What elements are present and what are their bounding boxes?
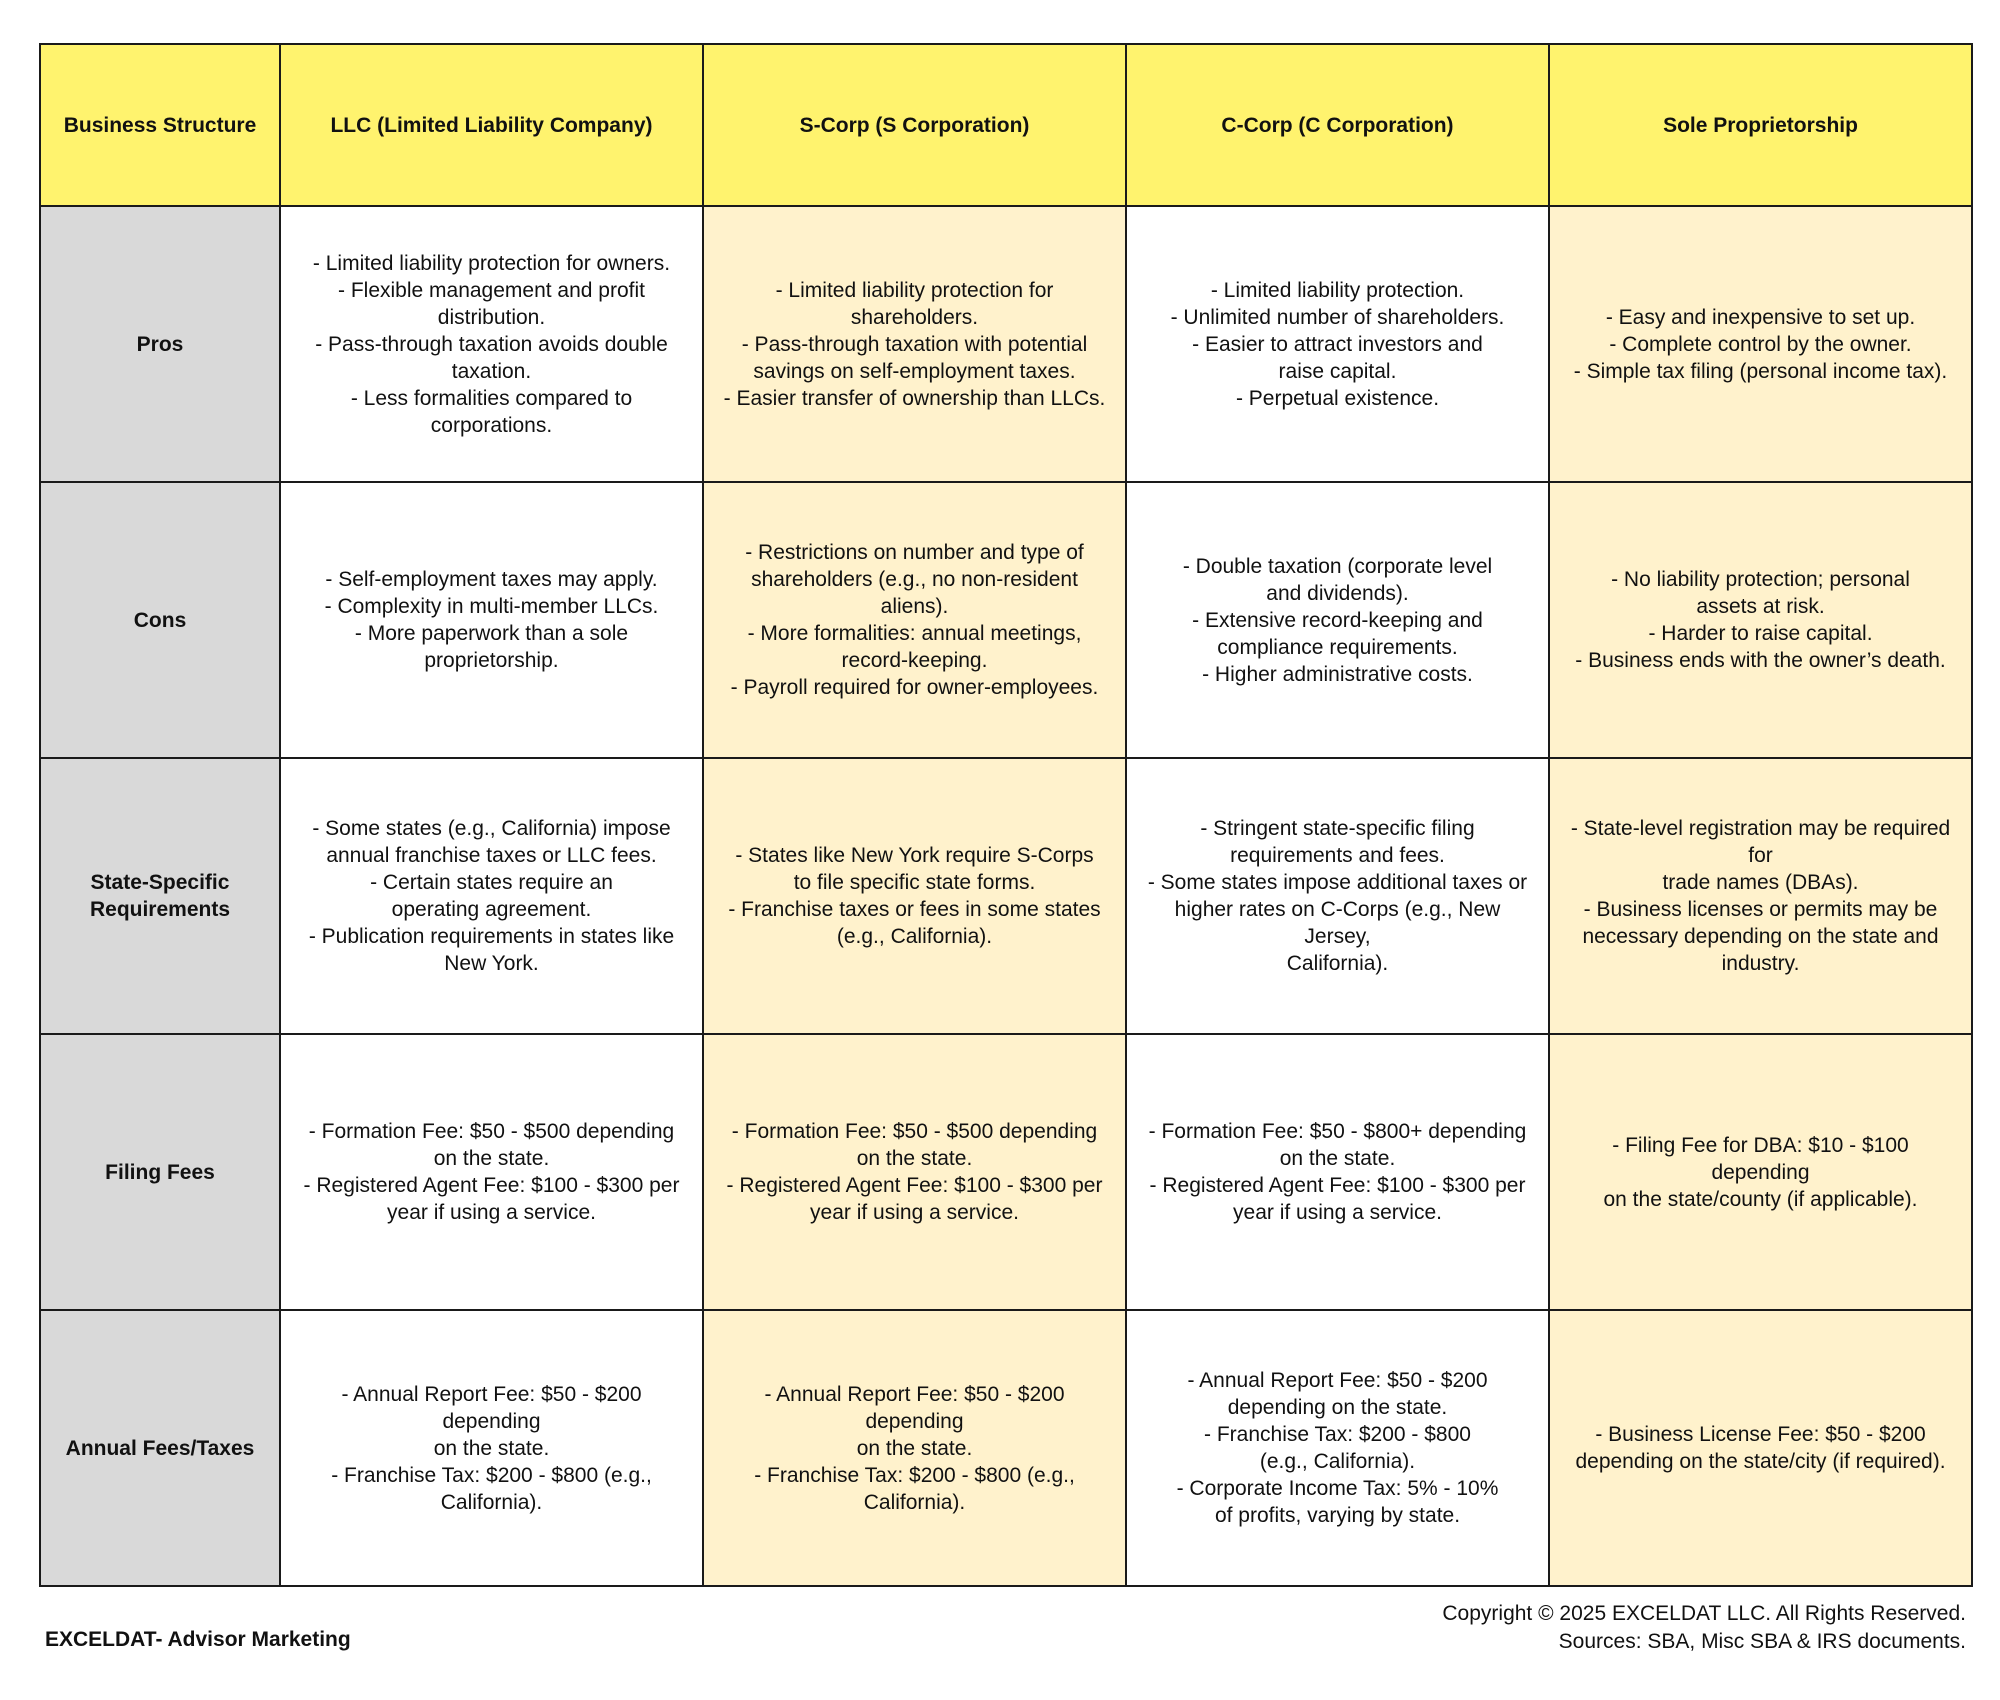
cell-cons-llc: - Self-employment taxes may apply. - Complexity in multi-member LLCs. - More paperwork than a sole proprietorship. bbox=[280, 482, 703, 758]
row-label-cons: Cons bbox=[40, 482, 280, 758]
row-label-pros: Pros bbox=[40, 206, 280, 482]
cell-annual-s-corp: - Annual Report Fee: $50 - $200 depending on the state. - Franchise Tax: $200 - $800 (e.g., California). bbox=[703, 1310, 1126, 1586]
cell-cons-s-corp: - Restrictions on number and type of shareholders (e.g., no non-resident aliens). - More formalities: annual meetings, record-keeping. - Payroll required for owner-employees. bbox=[703, 482, 1126, 758]
comparison-sheet bbox=[39, 43, 1971, 1587]
cell-filing-sole-proprietorship: - Filing Fee for DBA: $10 - $100 depending on the state/county (if applicable). bbox=[1549, 1034, 1972, 1310]
cell-filing-s-corp: - Formation Fee: $50 - $500 depending on the state. - Registered Agent Fee: $100 - $300 per year if using a service. bbox=[703, 1034, 1126, 1310]
cell-state-c-corp: - Stringent state-specific filing requirements and fees. - Some states impose additional taxes or higher rates on C-Corps (e.g., New Jersey, California). bbox=[1126, 758, 1549, 1034]
footer-sources: Sources: SBA, Misc SBA & IRS documents. bbox=[1558, 1630, 1966, 1653]
cell-cons-sole-proprietorship: - No liability protection; personal assets at risk. - Harder to raise capital. - Business ends with the owner’s death. bbox=[1549, 482, 1972, 758]
row-state-specific-requirements bbox=[40, 758, 1972, 1034]
cell-annual-c-corp: - Annual Report Fee: $50 - $200 depending on the state. - Franchise Tax: $200 - $800 (e.g., California). - Corporate Income Tax: 5% - 10% of profits, varying by state. bbox=[1126, 1310, 1549, 1586]
header-llc: LLC (Limited Liability Company) bbox=[280, 44, 703, 206]
row-label-state-specific-requirements: State-Specific Requirements bbox=[40, 758, 280, 1034]
cell-pros-c-corp: - Limited liability protection. - Unlimited number of shareholders. - Easier to attract investors and raise capital. - Perpetual existence. bbox=[1126, 206, 1549, 482]
header-s-corp: S-Corp (S Corporation) bbox=[703, 44, 1126, 206]
cell-state-s-corp: - States like New York require S-Corps to file specific state forms. - Franchise taxes or fees in some states (e.g., California). bbox=[703, 758, 1126, 1034]
cell-pros-llc: - Limited liability protection for owners. - Flexible management and profit distribution. - Pass-through taxation avoids double taxation. - Less formalities compared to corporations. bbox=[280, 206, 703, 482]
cell-cons-c-corp: - Double taxation (corporate level and dividends). - Extensive record-keeping and compliance requirements. - Higher administrative costs. bbox=[1126, 482, 1549, 758]
header-c-corp: C-Corp (C Corporation) bbox=[1126, 44, 1549, 206]
header-sole-proprietorship: Sole Proprietorship bbox=[1549, 44, 1972, 206]
header-row bbox=[40, 44, 1972, 206]
cell-pros-s-corp: - Limited liability protection for shareholders. - Pass-through taxation with potential savings on self-employment taxes. - Easier transfer of ownership than LLCs. bbox=[703, 206, 1126, 482]
row-label-annual-fees-taxes: Annual Fees/Taxes bbox=[40, 1310, 280, 1586]
row-filing-fees bbox=[40, 1034, 1972, 1310]
row-pros bbox=[40, 206, 1972, 482]
cell-annual-sole-proprietorship: - Business License Fee: $50 - $200 depending on the state/city (if required). bbox=[1549, 1310, 1972, 1586]
cell-state-sole-proprietorship: - State-level registration may be required for trade names (DBAs). - Business licenses or permits may be necessary depending on the state and industry. bbox=[1549, 758, 1972, 1034]
header-business-structure: Business Structure bbox=[40, 44, 280, 206]
row-annual-fees-taxes bbox=[40, 1310, 1972, 1586]
business-structure-table bbox=[39, 43, 1973, 1587]
cell-pros-sole-proprietorship: - Easy and inexpensive to set up. - Complete control by the owner. - Simple tax filing (personal income tax). bbox=[1549, 206, 1972, 482]
cell-filing-llc: - Formation Fee: $50 - $500 depending on the state. - Registered Agent Fee: $100 - $300 per year if using a service. bbox=[280, 1034, 703, 1310]
row-cons bbox=[40, 482, 1972, 758]
cell-annual-llc: - Annual Report Fee: $50 - $200 depending on the state. - Franchise Tax: $200 - $800 (e.g., California). bbox=[280, 1310, 703, 1586]
cell-state-llc: - Some states (e.g., California) impose annual franchise taxes or LLC fees. - Certain states require an operating agreement. - Publication requirements in states like New York. bbox=[280, 758, 703, 1034]
footer-brand: EXCELDAT- Advisor Marketing bbox=[45, 1628, 351, 1651]
row-label-filing-fees: Filing Fees bbox=[40, 1034, 280, 1310]
footer-copyright: Copyright © 2025 EXCELDAT LLC. All Rights Reserved. bbox=[1442, 1602, 1966, 1625]
cell-filing-c-corp: - Formation Fee: $50 - $800+ depending on the state. - Registered Agent Fee: $100 - $300 per year if using a service. bbox=[1126, 1034, 1549, 1310]
footer-credits bbox=[1442, 1600, 1966, 1656]
